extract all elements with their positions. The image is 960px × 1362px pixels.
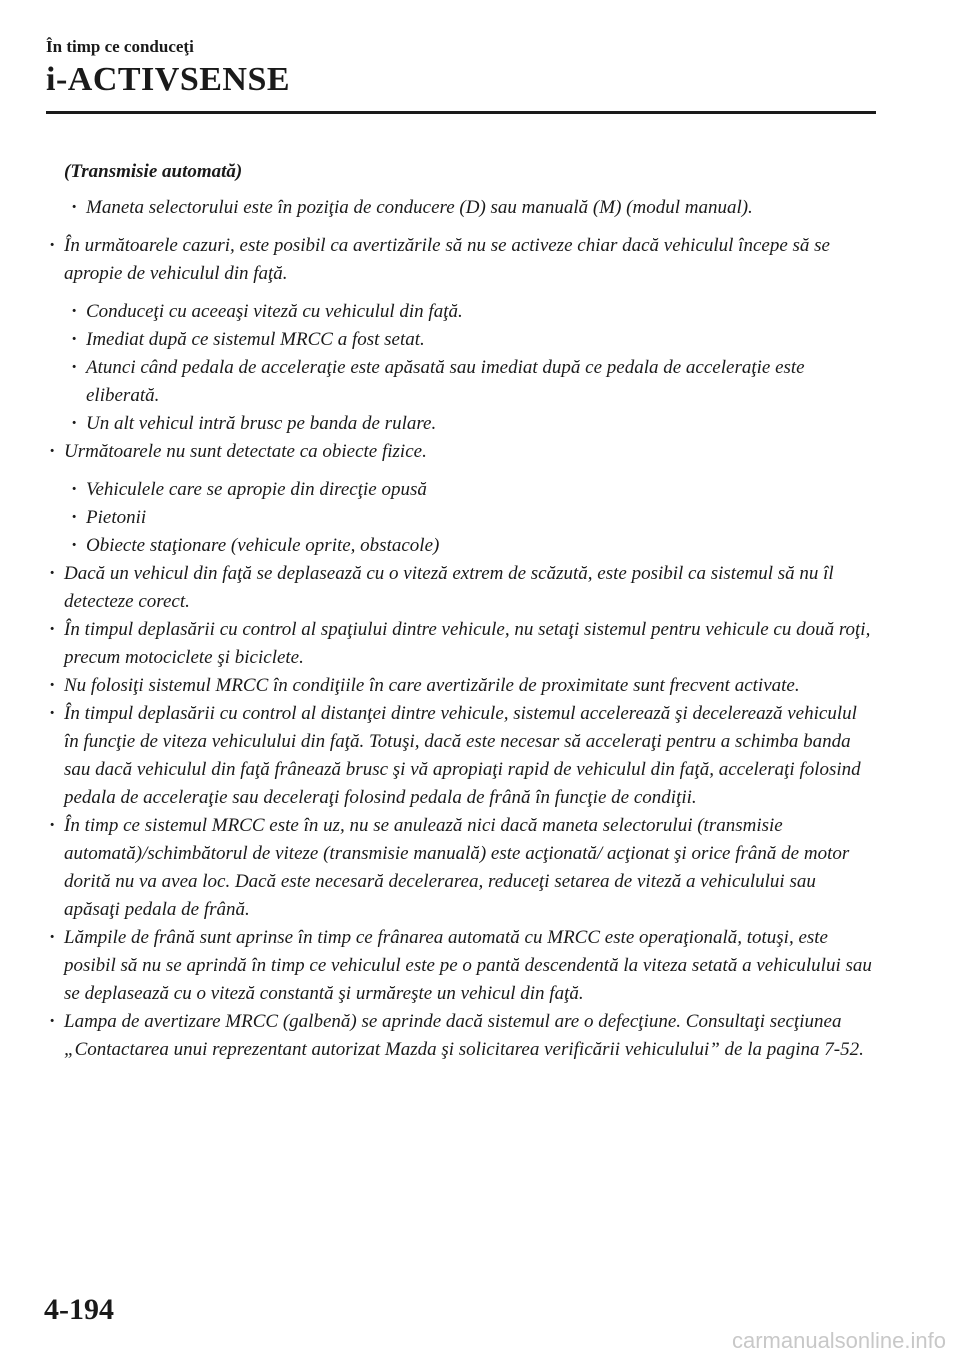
sub-bullet-item: · Pietonii [46,504,876,532]
page-number: 4-194 [44,1293,114,1326]
sub-bullet-item: · Vehiculele care se apropie din direcţie opusă [46,476,876,504]
sub-heading: (Transmisie automată) [64,161,243,182]
section-name: În timp ce conduceţi [46,37,194,56]
sub-bullet-item: · Un alt vehicul intră brusc pe banda de rulare. [46,410,876,438]
header-divider [46,111,876,114]
bullet-item: · Dacă un vehicul din faţă se deplasează cu o viteză extrem de scăzută, este posibil ca sistemul să nu îl detecteze corect. [46,560,876,616]
bullet-list [46,194,876,1064]
bullet-item: · Următoarele nu sunt detectate ca obiecte fizice. [46,438,876,466]
sub-bullet-item: · Atunci când pedala de acceleraţie este apăsată sau imediat după ce pedala de acceleraţie este eliberată. [46,354,876,410]
sub-bullet-item: · Conduceţi cu aceeaşi viteză cu vehiculul din faţă. [46,298,876,326]
bullet-item: · Nu folosiţi sistemul MRCC în condiţiile în care avertizările de proximitate sunt frecvent activate. [46,672,876,700]
watermark[interactable]: carmanualsonline.info [731,1328,946,1353]
bullet-item: · În următoarele cazuri, este posibil ca avertizările să nu se activeze chiar dacă vehiculul începe să se apropie de vehiculul din faţă. [46,232,876,288]
page-header [46,36,876,100]
bullet-item: · Lămpile de frână sunt aprinse în timp ce frânarea automată cu MRCC este operaţională, totuşi, este posibil să nu se aprindă în timp ce vehiculul este pe o pantă descendentă la viteza setată a vehiculului sau se deplasează cu o viteză constantă şi urmăreşte un vehicul din faţă. [46,924,876,1008]
bullet-item: · În timp ce sistemul MRCC este în uz, nu se anulează nici dacă maneta selectorului (transmisie automată)/schimbătorul de viteze (transmisie manuală) este acţionată/ acţionat şi orice frână de motor dorită nu va avea loc. Dacă este necesară decelerarea, reduceţi setarea de viteză a vehiculului sau apăsaţi pedala de frână. [46,812,876,924]
main-content [46,158,876,1064]
sub-bullet-item: · Imediat după ce sistemul MRCC a fost setat. [46,326,876,354]
sub-bullet-item: · Obiecte staţionare (vehicule oprite, obstacole) [46,532,876,560]
bullet-item: · În timpul deplasării cu control al distanţei dintre vehicule, sistemul accelerează şi decelerează vehiculul în funcţie de viteza vehiculului din faţă. Totuşi, dacă este necesar să acceleraţi pentru a schimba banda sau dacă vehiculul din faţă frânează brusc şi vă apropiaţi rapid de vehiculul din faţă, acceleraţi folosind pedala de acceleraţie sau deceleraţi folosind pedala de frână în funcţie de condiţii. [46,700,876,812]
bullet-item: · În timpul deplasării cu control al spaţiului dintre vehicule, nu setaţi sistemul pentru vehicule cu două roţi, precum motociclete şi biciclete. [46,616,876,672]
page-title: i-ACTIVSENSE [46,61,291,98]
sub-bullet-item: · Maneta selectorului este în poziţia de conducere (D) sau manuală (M) (modul manual). [46,194,876,222]
bullet-item: · Lampa de avertizare MRCC (galbenă) se aprinde dacă sistemul are o defecţiune. Consultaţi secţiunea „Contactarea unui reprezentant autorizat Mazda şi solicitarea verificării vehiculului” de la pagina 7-52. [46,1008,876,1064]
